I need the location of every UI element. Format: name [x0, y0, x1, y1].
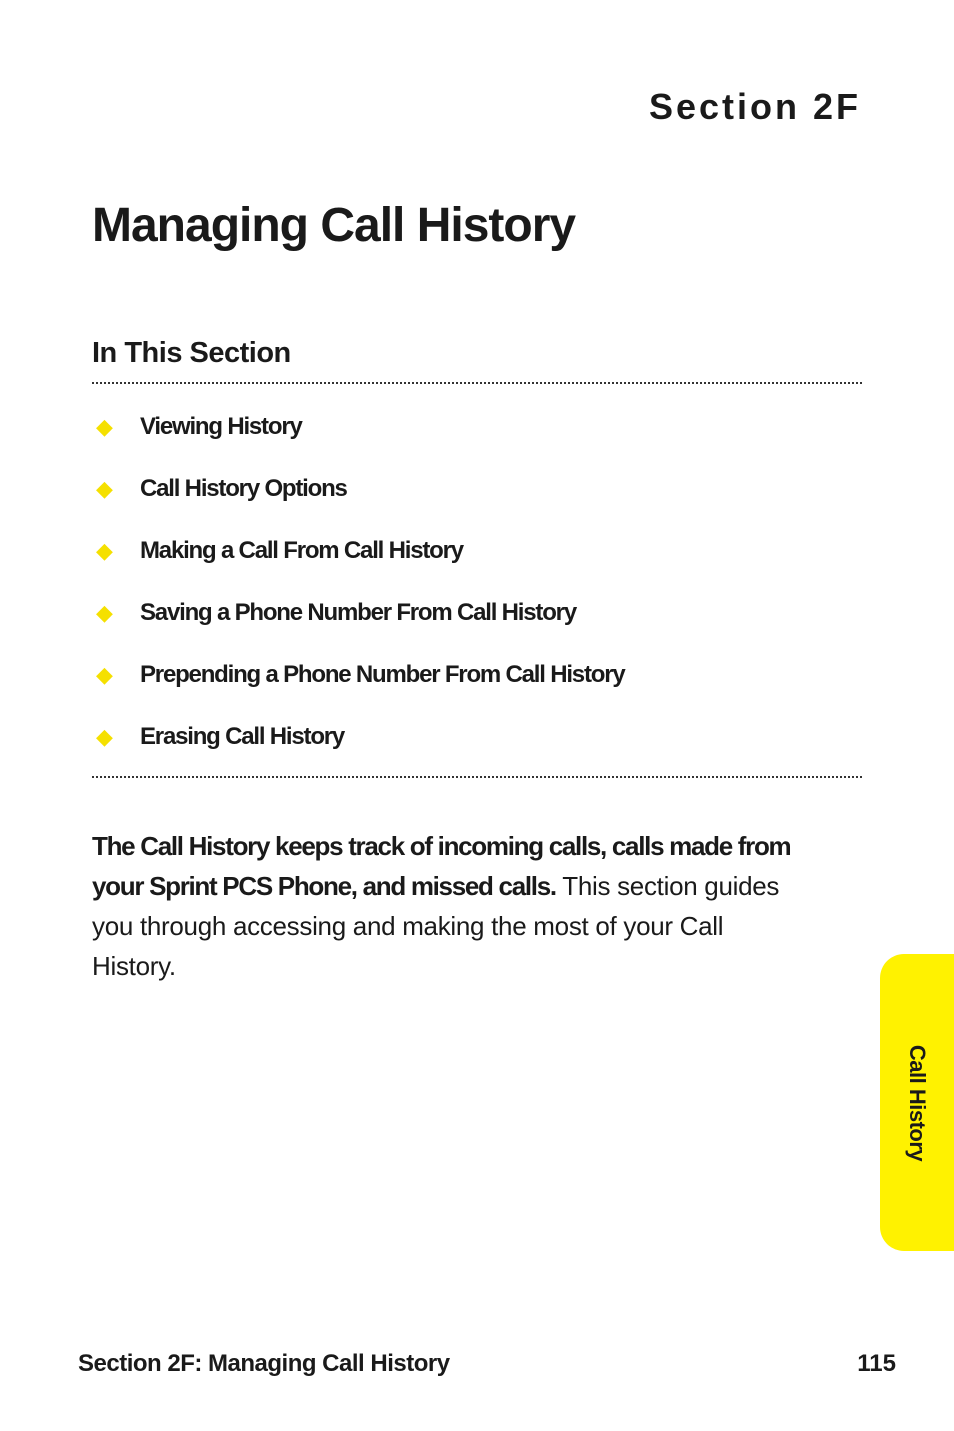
in-this-section [92, 334, 862, 778]
toc-item [92, 458, 862, 520]
dotted-divider-bottom [92, 776, 862, 778]
toc-item [92, 396, 862, 458]
toc-item [92, 582, 862, 644]
intro-body: This section guides you through accessing and making the most of your Call History. [92, 871, 780, 981]
toc-item [92, 706, 862, 768]
intro-bold-lead: The Call History keeps track of incoming calls, calls made from your Sprint PCS Phone, and missed calls. [92, 831, 791, 901]
toc-item-label: Saving a Phone Number From Call History [140, 599, 576, 626]
side-tab [880, 954, 954, 1251]
toc-heading: In This Section [92, 337, 291, 369]
toc-item-label: Making a Call From Call History [140, 537, 463, 564]
toc-list [92, 384, 862, 776]
page-number: 115 [857, 1350, 896, 1377]
toc-item-label: Erasing Call History [140, 723, 345, 750]
intro-paragraph [92, 826, 812, 986]
toc-item [92, 520, 862, 582]
diamond-icon: ◆ [96, 662, 113, 687]
toc-item [92, 644, 862, 706]
toc-item-label: Call History Options [140, 475, 347, 502]
toc-item-label: Prepending a Phone Number From Call History [140, 661, 625, 688]
diamond-icon: ◆ [96, 600, 113, 625]
diamond-icon: ◆ [96, 414, 113, 439]
section-label: Section 2F [648, 86, 861, 127]
side-tab-label: Call History [905, 1044, 930, 1161]
diamond-icon: ◆ [96, 476, 113, 501]
diamond-icon: ◆ [96, 538, 113, 563]
page-title: Managing Call History [92, 199, 576, 252]
toc-item-label: Viewing History [140, 413, 302, 440]
diamond-icon: ◆ [96, 724, 113, 749]
footer-section-title: Section 2F: Managing Call History [78, 1350, 450, 1377]
